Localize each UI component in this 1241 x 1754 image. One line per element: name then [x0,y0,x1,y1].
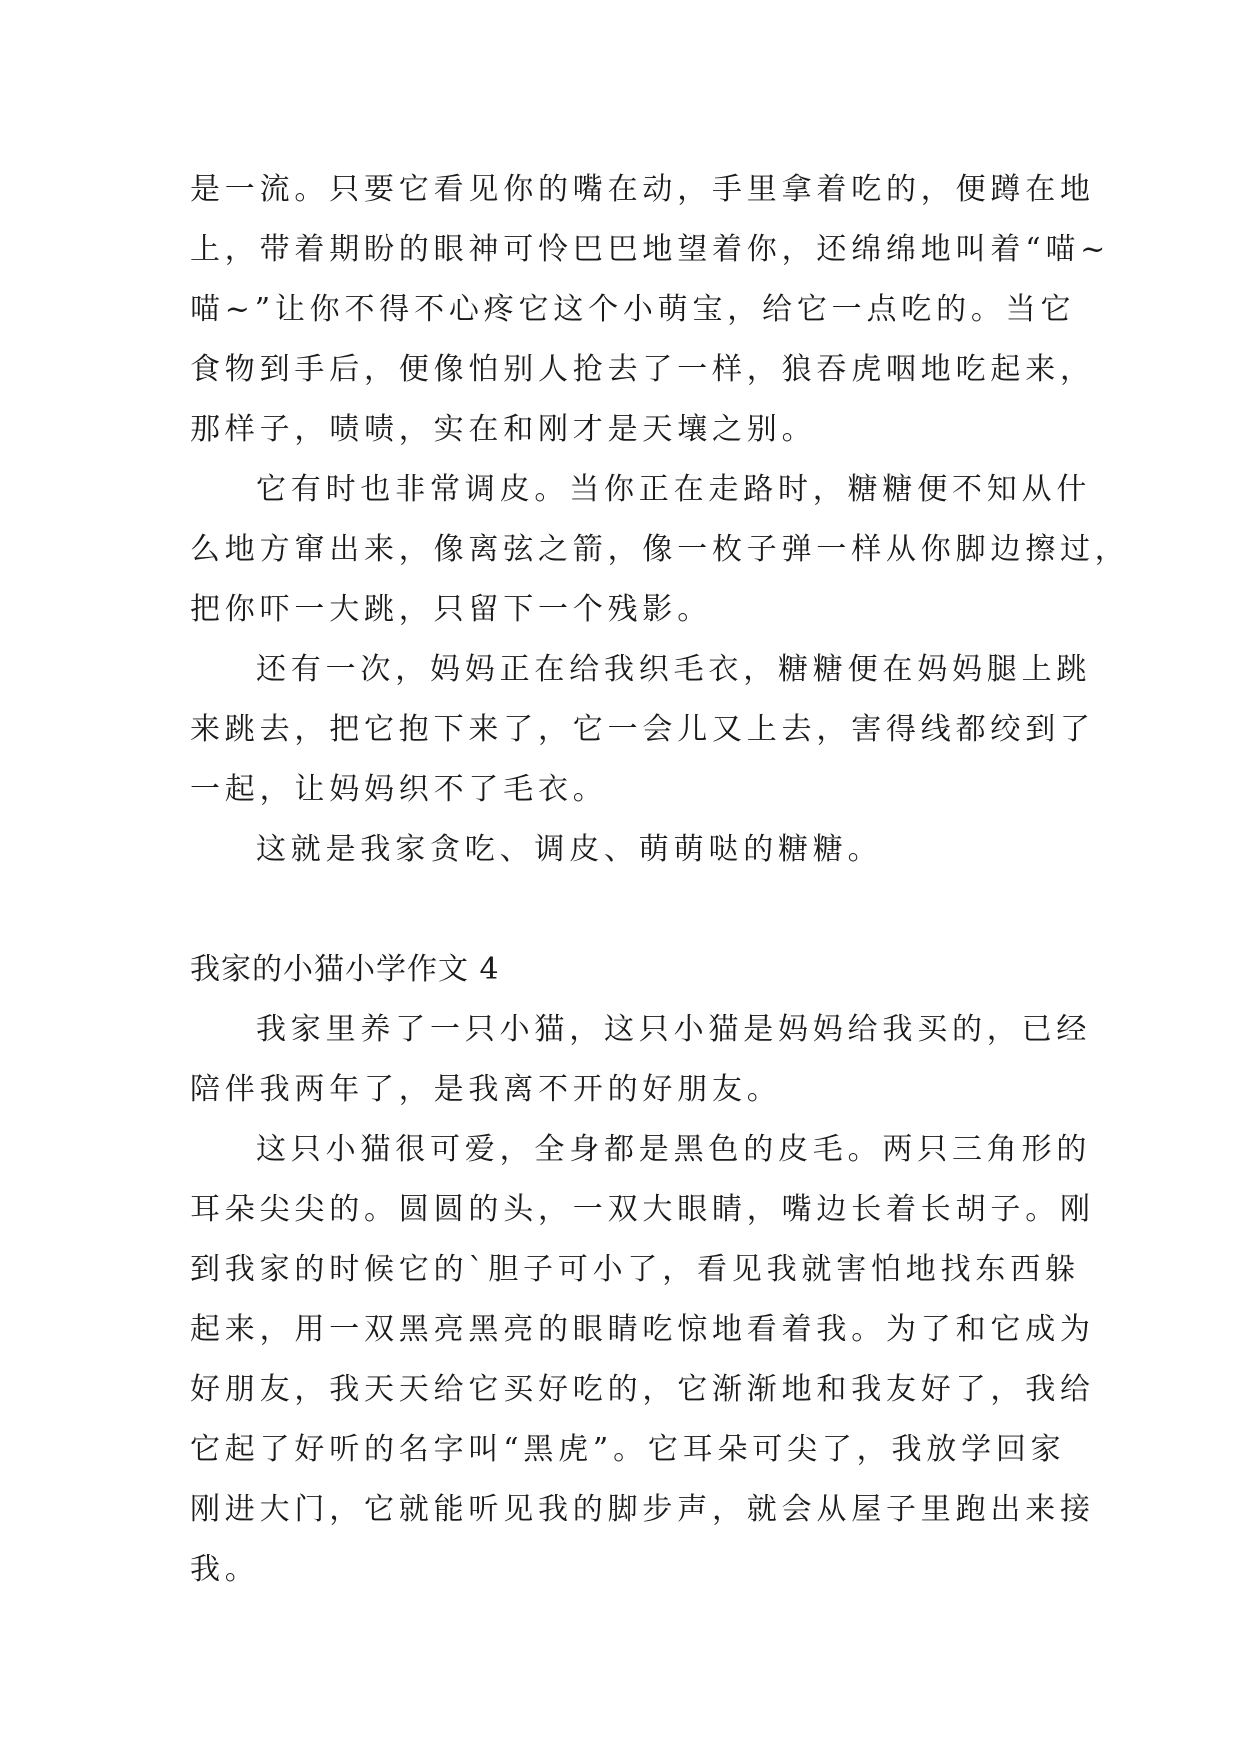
text-line: 这就是我家贪吃、调皮、萌萌哒的糖糖。 [256,832,883,867]
text-line: 喵~”让你不得不心疼它这个小萌宝，给它一点吃的。当它 [190,292,1076,327]
text-line: 它有时也非常调皮。当你正在走路时，糖糖便不知从什 [256,472,1092,507]
text-line: 来跳去，把它抱下来了，它一会儿又上去，害得线都绞到了 [190,712,1095,747]
text-line: 还有一次，妈妈正在给我织毛衣，糖糖便在妈妈腿上跳 [256,652,1092,687]
text-line: 这只小猫很可爱，全身都是黑色的皮毛。两只三角形的 [256,1132,1092,1167]
text-line: 把你吓一大跳，只留下一个残影。 [190,592,712,627]
text-line: 到我家的时候它的`胆子可小了，看见我就害怕地找东西躲 [190,1252,1080,1287]
text-line: 一起，让妈妈织不了毛衣。 [190,772,608,807]
essay-title: 我家的小猫小学作文 4 [190,952,500,987]
paragraph-naughty [190,460,1130,640]
text-line: 它起了好听的名字叫“黑虎”。它耳朵可尖了，我放学回家 [190,1432,1066,1467]
text-line: 食物到手后，便像怕别人抢去了一样，狼吞虎咽地吃起来， [190,352,1095,387]
text-line: 刚进大门，它就能听见我的脚步声，就会从屋子里跑出来接 [190,1492,1095,1527]
paragraph-summary [190,820,1052,880]
text-line: 耳朵尖尖的。圆圆的头，一双大眼睛，嘴边长着长胡子。刚 [190,1192,1095,1227]
essay4-paragraph-2 [190,1120,1095,1600]
paragraph-sweater [190,640,1095,820]
paragraph-continuation [190,160,1111,460]
essay4-paragraph-1 [190,1000,1092,1120]
document-page [190,160,1130,1600]
text-line: 那样子，啧啧，实在和刚才是天壤之别。 [190,412,817,447]
text-line: 我。 [190,1552,260,1587]
text-line: 上，带着期盼的眼神可怜巴巴地望着你，还绵绵地叫着“喵~ [190,232,1111,267]
text-line: 么地方窜出来，像离弦之箭，像一枚子弹一样从你脚边擦过， [190,532,1130,567]
text-line: 好朋友，我天天给它买好吃的，它渐渐地和我友好了，我给 [190,1372,1095,1407]
section-gap [190,880,1052,940]
text-line: 我家里养了一只小猫，这只小猫是妈妈给我买的，已经 [256,1012,1092,1047]
text-line: 是一流。只要它看见你的嘴在动，手里拿着吃的，便蹲在地 [190,172,1095,207]
text-line: 陪伴我两年了，是我离不开的好朋友。 [190,1072,782,1107]
text-line: 起来，用一双黑亮黑亮的眼睛吃惊地看着我。为了和它成为 [190,1312,1095,1347]
